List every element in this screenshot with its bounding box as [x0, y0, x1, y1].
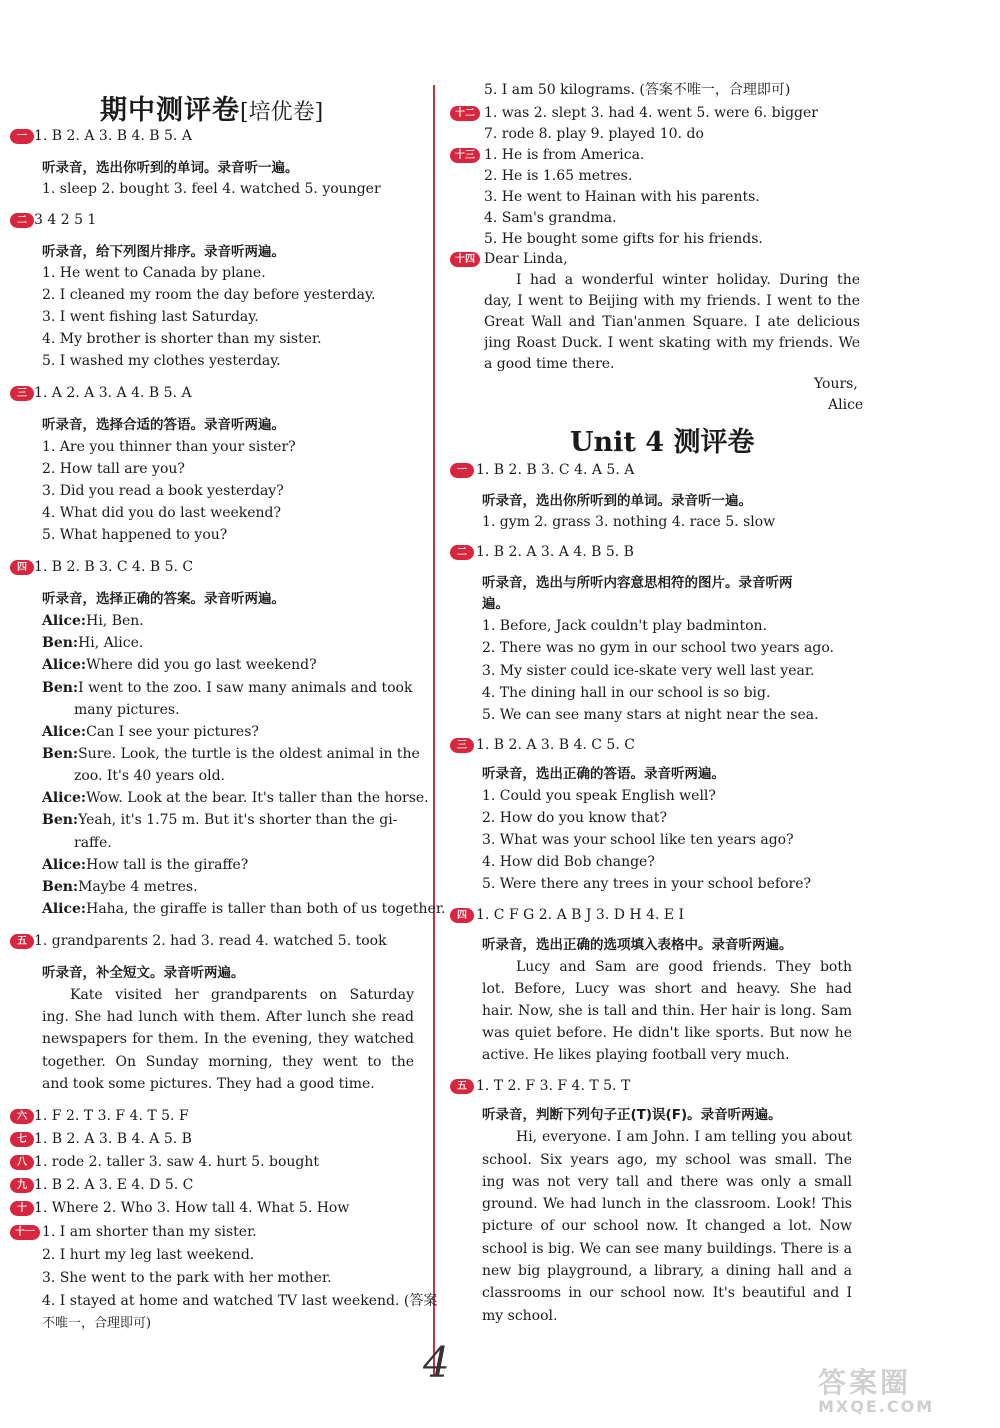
- speaker: Ben:: [42, 635, 79, 651]
- passage-line: and took some pictures. They had a good time.: [42, 1076, 375, 1092]
- passage-line: was quiet before. He didn't like sports. But now he: [482, 1025, 852, 1041]
- passage-line: Lucy and Sam are good friends. They both: [516, 959, 852, 975]
- instruction: 听录音，选出你所听到的单词。录音听一遍。: [482, 493, 752, 509]
- answer-line: 1. B 2. A 3. E 4. D 5. C: [34, 1177, 194, 1193]
- dialogue-line: Ben:Yeah, it's 1.75 m. But it's shorter than the gi-: [42, 812, 398, 828]
- transcript-line: 1. Could you speak English well?: [482, 788, 716, 804]
- section-badge: 三: [450, 738, 474, 753]
- answer-line: 4. Sam's grandma.: [484, 210, 617, 226]
- passage-line: school. Six years ago, my school was small. The: [482, 1152, 852, 1168]
- answer-line: 1. A 2. A 3. A 4. B 5. A: [34, 385, 192, 401]
- section-badge: 五: [10, 934, 34, 949]
- answer-line: 1. B 2. A 3. B 4. C 5. C: [476, 737, 635, 753]
- section-badge: 十四: [450, 252, 480, 267]
- answer-line: 5. He bought some gifts for his friends.: [484, 231, 763, 247]
- section-badge: 一: [10, 129, 34, 144]
- dialogue-line: Alice:Haha, the giraffe is taller than both of us together.: [42, 901, 446, 917]
- dialogue-line: Alice:Can I see your pictures?: [42, 724, 259, 740]
- answer-line: 3. She went to the park with her mother.: [42, 1270, 332, 1286]
- answer-line: 4. I stayed at home and watched TV last weekend. (答案: [42, 1293, 438, 1309]
- passage-line: lot. Before, Lucy was short and heavy. She had: [482, 981, 852, 997]
- answer-line: 1. B 2. A 3. A 4. B 5. B: [476, 544, 634, 560]
- letter-line: day, I went to Beijing with my friends. I went to the: [484, 293, 860, 309]
- dialogue-line: Alice:How tall is the giraffe?: [42, 857, 249, 873]
- watermark-logo: [818, 1368, 988, 1420]
- transcript-line: 2. How do you know that?: [482, 810, 668, 826]
- transcript-line: 4. How did Bob change?: [482, 854, 655, 870]
- speaker: Alice:: [42, 724, 87, 740]
- section-badge: 六: [10, 1109, 34, 1124]
- letter-signature: Alice: [828, 397, 864, 413]
- transcript-line: 4. The dining hall in our school is so big.: [482, 685, 771, 701]
- speaker: Alice:: [42, 613, 87, 629]
- passage-line: picture of our school now. It changed a lot. Now: [482, 1218, 852, 1234]
- answer-line: 5. I am 50 kilograms. (答案不唯一，合理即可): [484, 82, 791, 98]
- transcript-line: 5. We can see many stars at night near the sea.: [482, 707, 819, 723]
- instruction: 听录音，选出与所听内容意思相符的图片。录音听两: [482, 575, 793, 591]
- passage-line: ing was not very tall and there was only a small: [482, 1174, 852, 1190]
- speaker: Ben:: [42, 879, 79, 895]
- answer-line: 1. C F G 2. A B J 3. D H 4. E I: [476, 907, 685, 923]
- answer-line: 1. F 2. T 3. F 4. T 5. F: [34, 1108, 189, 1124]
- transcript-line: 3. Did you read a book yesterday?: [42, 483, 284, 499]
- transcript-line: 2. I cleaned my room the day before yesterday.: [42, 287, 376, 303]
- section-badge: 十二: [450, 106, 480, 121]
- transcript-line: 5. What happened to you?: [42, 527, 228, 543]
- passage-line: together. On Sunday morning, they went to the: [42, 1054, 414, 1070]
- dialogue-line: Ben:Hi, Alice.: [42, 635, 144, 651]
- section-badge: 十三: [450, 148, 480, 163]
- section-badge: 二: [10, 213, 34, 228]
- midterm-subtitle: [培优卷]: [240, 100, 324, 125]
- answer-line: 1. B 2. A 3. B 4. B 5. A: [34, 128, 192, 144]
- answer-line: 3 4 2 5 1: [34, 212, 97, 228]
- speaker: Alice:: [42, 790, 87, 806]
- answer-line: 1. grandparents 2. had 3. read 4. watched 5. took: [34, 933, 387, 949]
- passage-line: Hi, everyone. I am John. I am telling you about: [516, 1129, 852, 1145]
- dialogue-line: raffe.: [74, 835, 112, 851]
- transcript-line: 3. My sister could ice-skate very well last year.: [482, 663, 815, 679]
- section-badge: 七: [10, 1132, 34, 1147]
- passage-line: classrooms in our school now. It's beautiful and I: [482, 1285, 852, 1301]
- page-number: 4: [423, 1338, 450, 1387]
- midterm-title: 期中测评卷[培优卷]: [100, 95, 324, 126]
- instruction-cont: 遍。: [482, 596, 509, 612]
- dialogue-line: Ben:Maybe 4 metres.: [42, 879, 198, 895]
- transcript-line: 1. He went to Canada by plane.: [42, 265, 266, 281]
- answer-line: 2. He is 1.65 metres.: [484, 168, 633, 184]
- dialogue-line: Alice:Wow. Look at the bear. It's taller than the horse.: [42, 790, 429, 806]
- unit4-title: Unit 4 测评卷: [570, 427, 755, 458]
- letter-line: jing Roast Duck. I went skating with my friends. We: [484, 335, 860, 351]
- letter-closing: Yours,: [814, 376, 858, 392]
- transcript-line: 2. How tall are you?: [42, 461, 185, 477]
- section-badge: 九: [10, 1178, 34, 1193]
- answer-line: 1. Where 2. Who 3. How tall 4. What 5. How: [34, 1200, 350, 1216]
- dialogue-line: many pictures.: [74, 702, 180, 718]
- speaker: Alice:: [42, 857, 87, 873]
- instruction: 听录音，给下列图片排序。录音听两遍。: [42, 244, 285, 260]
- transcript-line: 1. Are you thinner than your sister?: [42, 439, 296, 455]
- word-list: 1. gym 2. grass 3. nothing 4. race 5. slow: [482, 514, 776, 530]
- section-badge: 十一: [10, 1225, 40, 1240]
- answer-line: 2. I hurt my leg last weekend.: [42, 1247, 255, 1263]
- answer-line: 1. T 2. F 3. F 4. T 5. T: [476, 1078, 631, 1094]
- section-badge: 二: [450, 545, 474, 560]
- answer-line: 1. B 2. B 3. C 4. B 5. C: [34, 559, 194, 575]
- speaker: Alice:: [42, 901, 87, 917]
- speaker: Alice:: [42, 657, 87, 673]
- passage-line: hair. Now, she is tall and thin. Her hair is long. Sam: [482, 1003, 852, 1019]
- dialogue-line: Ben:Sure. Look, the turtle is the oldest animal in the: [42, 746, 420, 762]
- speaker: Ben:: [42, 812, 79, 828]
- transcript-line: 3. What was your school like ten years ago?: [482, 832, 794, 848]
- answer-line: 1. He is from America.: [484, 147, 645, 163]
- answer-line: 1. rode 2. taller 3. saw 4. hurt 5. bought: [34, 1154, 319, 1170]
- section-badge: 三: [10, 386, 34, 401]
- answer-line: 3. He went to Hainan with his parents.: [484, 189, 760, 205]
- instruction: 听录音，判断下列句子正(T)误(F)。录音听两遍。: [482, 1107, 782, 1123]
- passage-line: newspapers for them. In the evening, they watched: [42, 1031, 414, 1047]
- instruction: 听录音，选出正确的选项填入表格中。录音听两遍。: [482, 937, 793, 953]
- transcript-line: 1. Before, Jack couldn't play badminton.: [482, 618, 767, 634]
- letter-line: a good time there.: [484, 356, 615, 372]
- passage-line: ing. She had lunch with them. After lunch she read: [42, 1009, 414, 1025]
- instruction: 听录音，选出你听到的单词。录音听一遍。: [42, 160, 299, 176]
- dialogue-line: Alice:Where did you go last weekend?: [42, 657, 317, 673]
- transcript-line: 5. I washed my clothes yesterday.: [42, 353, 281, 369]
- section-badge: 五: [450, 1079, 474, 1094]
- dialogue-line: zoo. It's 40 years old.: [74, 768, 225, 784]
- watermark-text: 答案圈: [818, 1366, 912, 1399]
- answer-line: 1. was 2. slept 3. had 4. went 5. were 6. bigger: [484, 105, 818, 121]
- transcript-line: 2. There was no gym in our school two years ago.: [482, 640, 834, 656]
- letter-line: Great Wall and Tian'anmen Square. I ate delicious: [484, 314, 860, 330]
- column-divider: [433, 85, 435, 1375]
- section-badge: 四: [450, 908, 474, 923]
- answer-line: 1. B 2. A 3. B 4. A 5. B: [34, 1131, 192, 1147]
- passage-line: school is big. We can see many buildings. There is a: [482, 1241, 852, 1257]
- section-badge: 八: [10, 1155, 34, 1170]
- transcript-line: 5. Were there any trees in your school before?: [482, 876, 811, 892]
- speaker: Ben:: [42, 680, 79, 696]
- transcript-line: 3. I went fishing last Saturday.: [42, 309, 259, 325]
- instruction: 听录音，补全短文。录音听两遍。: [42, 965, 245, 981]
- transcript-line: 4. What did you do last weekend?: [42, 505, 282, 521]
- passage-line: active. He likes playing football very much.: [482, 1047, 790, 1063]
- instruction: 听录音，选出正确的答语。录音听两遍。: [482, 766, 725, 782]
- answer-note: 不唯一，合理即可): [42, 1316, 152, 1331]
- answer-line: 1. I am shorter than my sister.: [42, 1224, 257, 1240]
- letter-line: I had a wonderful winter holiday. During the: [516, 272, 860, 288]
- instruction: 听录音，选择正确的答案。录音听两遍。: [42, 591, 285, 607]
- answer-line: 7. rode 8. play 9. played 10. do: [484, 126, 704, 142]
- word-list: 1. sleep 2. bought 3. feel 4. watched 5. younger: [42, 181, 381, 197]
- answer-line: 1. B 2. B 3. C 4. A 5. A: [476, 462, 635, 478]
- dialogue-line: Alice:Hi, Ben.: [42, 613, 144, 629]
- passage-line: Kate visited her grandparents on Saturday: [70, 987, 414, 1003]
- section-badge: 十: [10, 1201, 34, 1216]
- watermark-url: MXQE.COM: [818, 1397, 935, 1416]
- letter-greeting: Dear Linda,: [484, 251, 568, 267]
- passage-line: my school.: [482, 1308, 558, 1324]
- instruction: 听录音，选择合适的答语。录音听两遍。: [42, 417, 285, 433]
- dialogue-line: Ben:I went to the zoo. I saw many animals and took: [42, 680, 413, 696]
- section-badge: 一: [450, 463, 474, 478]
- transcript-line: 4. My brother is shorter than my sister.: [42, 331, 322, 347]
- section-badge: 四: [10, 560, 34, 575]
- speaker: Ben:: [42, 746, 79, 762]
- passage-line: new big playground, a library, a dining hall and a: [482, 1263, 852, 1279]
- passage-line: ground. We had lunch in the classroom. Look! This: [482, 1196, 852, 1212]
